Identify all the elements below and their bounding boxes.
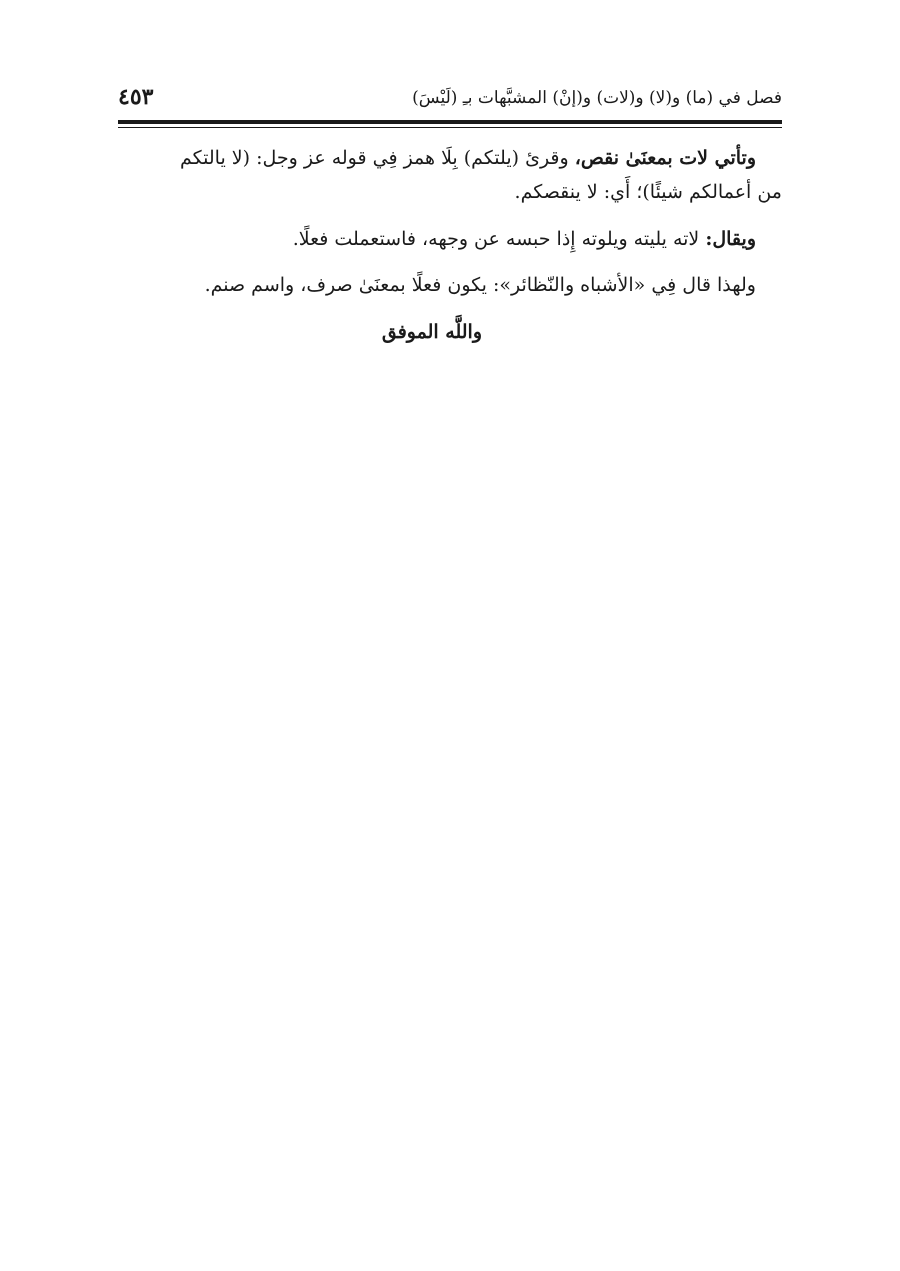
header-rule-thin [118,127,782,128]
paragraph-1-lead: وتأتي لات بمعنَىٰ نقص، [574,147,756,169]
paragraph-1-line-2: من أعمالكم شيئًا)؛ أَي: لا ينقصكم. [514,181,782,203]
paragraph-1-line-1-text: وقرئ (يلتكم) بِلَا همز فِي قوله عز وجل: (لا يالتكم [180,147,575,169]
page-number: ٤٥٣ [118,84,154,110]
running-title: فصل في (ما) و(لا) و(لات) و(إنْ) المشبَّهات بـِ (لَيْسَ) [412,88,782,108]
paragraph-1-line-1 [180,142,756,174]
paragraph-3: ولهذا قال فِي «الأشباه والنّظائر»: يكون فعلًا بمعنَىٰ صرف، واسم صنم. [204,274,756,296]
header-rule-thick [118,120,782,124]
paragraph-2-text: لاته يليته ويلوته إِذا حبسه عن وجهه، فاستعملت فعلًا. [292,228,706,250]
paragraph-2 [293,223,756,255]
page-header [118,84,782,118]
paragraph-2-lead: ويقال: [705,228,756,250]
closing-formula: واللَّه الموفق [381,321,482,343]
